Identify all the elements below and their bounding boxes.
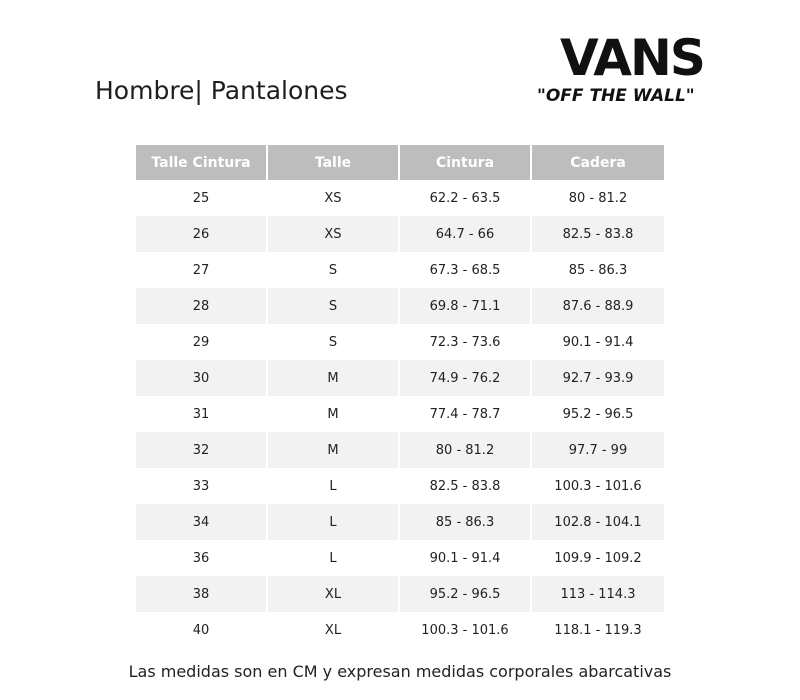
cell-talle-cintura: 32 (136, 432, 268, 468)
cell-cintura: 95.2 - 96.5 (400, 576, 532, 612)
cell-cintura: 62.2 - 63.5 (400, 180, 532, 216)
cell-talle: XS (268, 216, 400, 252)
table-header-row (136, 145, 664, 180)
logo-tagline: "OFF THE WALL" (537, 86, 695, 106)
cell-cintura: 64.7 - 66 (400, 216, 532, 252)
cell-cadera: 82.5 - 83.8 (532, 216, 664, 252)
size-chart-table (136, 145, 664, 648)
cell-talle-cintura: 40 (136, 612, 268, 648)
header-talle: Talle (268, 145, 400, 180)
table-row (136, 468, 664, 504)
table-row (136, 324, 664, 360)
cell-cadera: 80 - 81.2 (532, 180, 664, 216)
cell-cadera: 97.7 - 99 (532, 432, 664, 468)
cell-talle-cintura: 28 (136, 288, 268, 324)
cell-cintura: 85 - 86.3 (400, 504, 532, 540)
cell-cadera: 109.9 - 109.2 (532, 540, 664, 576)
cell-talle-cintura: 33 (136, 468, 268, 504)
cell-talle: XL (268, 612, 400, 648)
cell-talle: M (268, 432, 400, 468)
cell-cadera: 113 - 114.3 (532, 576, 664, 612)
cell-cadera: 92.7 - 93.9 (532, 360, 664, 396)
cell-talle-cintura: 27 (136, 252, 268, 288)
cell-talle-cintura: 36 (136, 540, 268, 576)
cell-talle-cintura: 30 (136, 360, 268, 396)
cell-cintura: 80 - 81.2 (400, 432, 532, 468)
cell-talle: L (268, 468, 400, 504)
cell-talle: S (268, 252, 400, 288)
cell-cintura: 77.4 - 78.7 (400, 396, 532, 432)
cell-talle: L (268, 504, 400, 540)
cell-talle: M (268, 360, 400, 396)
cell-cintura: 82.5 - 83.8 (400, 468, 532, 504)
cell-talle-cintura: 26 (136, 216, 268, 252)
table-row (136, 252, 664, 288)
cell-cintura: 90.1 - 91.4 (400, 540, 532, 576)
table-row (136, 540, 664, 576)
cell-talle-cintura: 25 (136, 180, 268, 216)
cell-cadera: 85 - 86.3 (532, 252, 664, 288)
table-row (136, 396, 664, 432)
cell-talle-cintura: 38 (136, 576, 268, 612)
cell-cintura: 72.3 - 73.6 (400, 324, 532, 360)
cell-talle: XS (268, 180, 400, 216)
cell-cintura: 69.8 - 71.1 (400, 288, 532, 324)
cell-cadera: 100.3 - 101.6 (532, 468, 664, 504)
cell-cadera: 95.2 - 96.5 (532, 396, 664, 432)
cell-talle-cintura: 31 (136, 396, 268, 432)
header-cintura: Cintura (400, 145, 532, 180)
cell-talle: M (268, 396, 400, 432)
measurement-footnote: Las medidas son en CM y expresan medidas corporales abarcativas (128, 662, 672, 681)
table-row (136, 432, 664, 468)
table-row (136, 288, 664, 324)
page-title: Hombre| Pantalones (95, 76, 348, 105)
table-row (136, 360, 664, 396)
cell-cintura: 67.3 - 68.5 (400, 252, 532, 288)
cell-talle-cintura: 34 (136, 504, 268, 540)
table-row (136, 612, 664, 648)
cell-cadera: 102.8 - 104.1 (532, 504, 664, 540)
cell-talle: L (268, 540, 400, 576)
table-row (136, 180, 664, 216)
vans-logo (534, 30, 714, 110)
header-cadera: Cadera (532, 145, 664, 180)
header-talle-cintura: Talle Cintura (136, 145, 268, 180)
cell-cadera: 90.1 - 91.4 (532, 324, 664, 360)
table-row (136, 504, 664, 540)
cell-talle: XL (268, 576, 400, 612)
cell-cadera: 118.1 - 119.3 (532, 612, 664, 648)
logo-brand: VANS (560, 29, 704, 87)
cell-talle: S (268, 324, 400, 360)
cell-talle-cintura: 29 (136, 324, 268, 360)
table-row (136, 216, 664, 252)
cell-cadera: 87.6 - 88.9 (532, 288, 664, 324)
cell-talle: S (268, 288, 400, 324)
cell-cintura: 74.9 - 76.2 (400, 360, 532, 396)
table-row (136, 576, 664, 612)
cell-cintura: 100.3 - 101.6 (400, 612, 532, 648)
